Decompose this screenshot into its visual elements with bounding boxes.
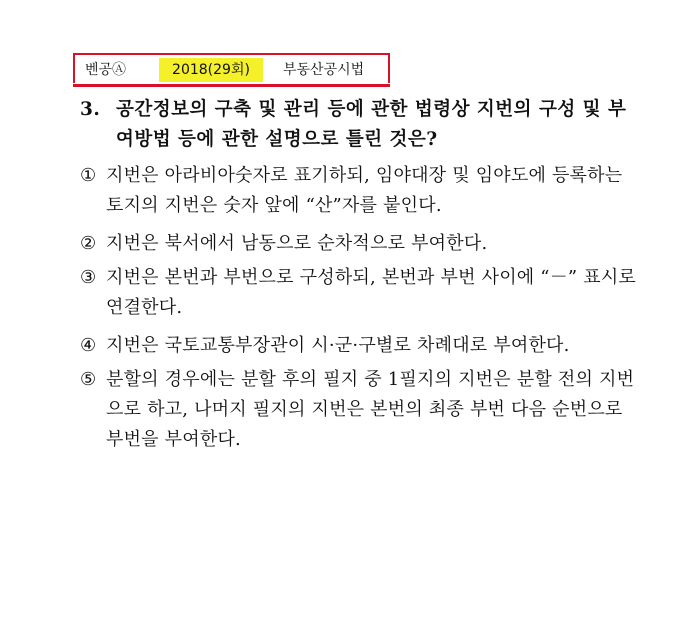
exam-header [73,53,390,83]
choice-text: 지번은 북서에서 남동으로 순차적으로 부여한다. [106,233,488,254]
choice-marker: ④ [80,335,97,356]
choice-text: 지번은 아라비아숫자로 표기하되, 임야대장 및 임야도에 등록하는 토지의 지번은 숫자 앞에 “산”자를 붙인다. [106,165,623,216]
choice-marker: ⑤ [80,369,97,390]
choice-text: 지번은 국토교통부장관이 시·군·구별로 차례대로 부여한다. [106,335,570,356]
choice-marker: ② [80,233,97,254]
question-number: 3. [80,99,101,120]
question-text: 공간정보의 구축 및 관리 등에 관한 법령상 지번의 구성 및 부여방법 등에 관한 설명으로 틀린 것은? [116,99,627,150]
choice-text: 지번은 본번과 부번으로 구성하되, 본번과 부번 사이에 “－” 표시로 연결한다. [106,267,636,318]
exam-subject-label: 부동산공시법 [283,62,365,78]
exam-source-label: 벤공Ⓐ [85,62,127,78]
choice-marker: ③ [80,267,97,288]
choice-text: 분할의 경우에는 분할 후의 필지 중 1필지의 지번은 분할 전의 지번으로 하고, 나머지 필지의 지번은 본번의 최종 부번 다음 순번으로 부번을 부여한다. [106,369,635,450]
header-underline [73,84,390,87]
exam-year-badge: 2018(29회) [159,58,263,82]
choice-marker: ① [80,165,97,186]
